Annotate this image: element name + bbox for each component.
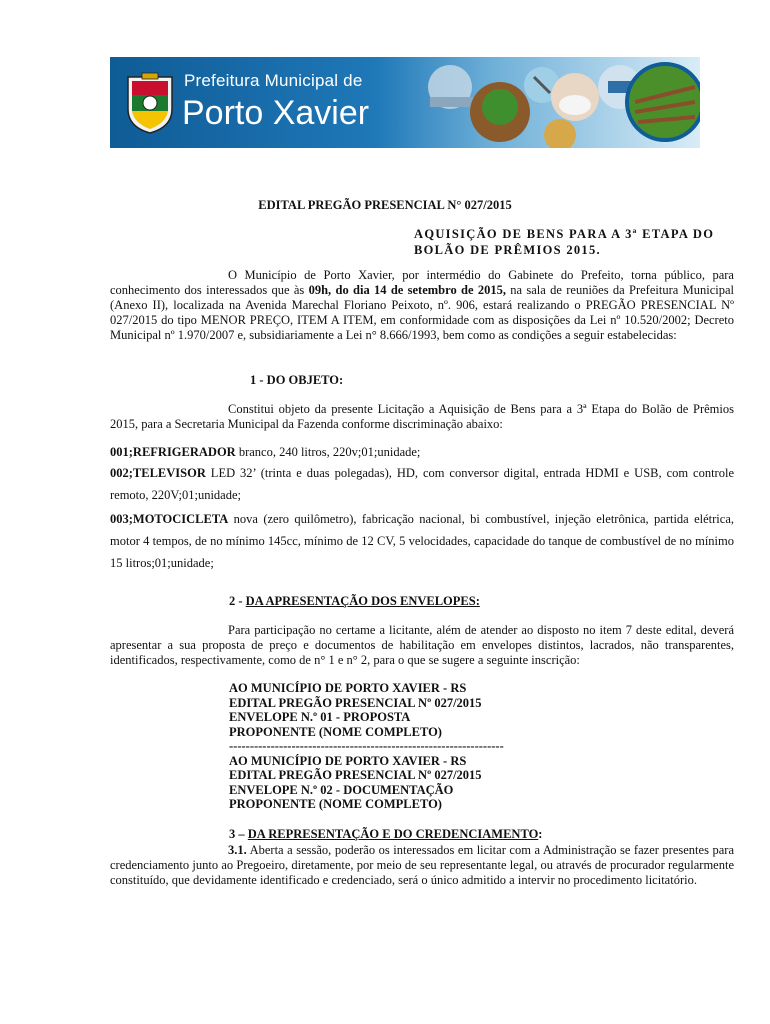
section-3-prefix: 3 –: [229, 827, 248, 841]
section-3-1-text: Aberta a sessão, poderão os interessados em licitar com a Administração se fazer presentes para credenciamento junto ao Pregoeiro, diretamente, por meio de seu representante legal, ou através de procurador regularmente constituído, que devidamente identificado e credenciado, será o único admitido a intervir no procedimento licitatório.: [110, 843, 734, 887]
item-002-code: 002;TELEVISOR: [110, 466, 206, 480]
item-003-desc: nova (zero quilômetro), fabricação nacional, bi combustível, injeção eletrônica, partida elétrica, motor 4 tempos, de no mínimo 145cc, mínimo de 12 CV, 5 velocidades, capacidade do tanque de combustível de no mínimo 15 litros;01;unidade;: [110, 512, 734, 570]
item-002: [110, 462, 734, 506]
envelope-line: PROPONENTE (NOME COMPLETO): [229, 724, 442, 739]
item-001: [110, 441, 734, 463]
item-003: [110, 508, 734, 574]
envelope-inscriptions: [229, 681, 609, 812]
envelope-line: AO MUNICÍPIO DE PORTO XAVIER - RS: [229, 681, 467, 695]
banner-title-small: Prefeitura Municipal de: [184, 71, 363, 90]
section-3-text: [110, 843, 734, 888]
section-2-heading: DA APRESENTAÇÃO DOS ENVELOPES:: [245, 594, 480, 608]
section-1-text: Constitui objeto da presente Licitação a Aquisição de Bens para a 3ª Etapa do Bolão de Prêmios 2015, para a Secretaria Municipal da Fazenda conforme discriminação abaixo:: [110, 402, 734, 431]
subtitle-line-1: AQUISIÇÃO DE BENS PARA A 3ª ETAPA DO: [414, 227, 715, 241]
envelope-line: EDITAL PREGÃO PRESENCIAL Nº 027/2015: [229, 768, 482, 782]
section-2-prefix: 2 -: [229, 594, 246, 608]
section-3-title: [229, 827, 542, 842]
envelope-line: ENVELOPE N.º 02 - DOCUMENTAÇÃO: [229, 782, 454, 797]
envelope-line: PROPONENTE (NOME COMPLETO): [229, 797, 442, 811]
banner-photo-collage: [410, 57, 700, 148]
item-001-desc: branco, 240 litros, 220v;01;unidade;: [235, 445, 421, 459]
section-3-heading: DA REPRESENTAÇÃO E DO CREDENCIAMENTO: [247, 827, 539, 841]
section-2-text: Para participação no certame a licitante, além de atender ao disposto no item 7 deste edital, deverá apresentar a sua proposta de preço e documentos de habilitação em envelopes distintos, lacrados, não transparentes, identificados, respectivamente, como de n° 1 e n° 2, para o que se sugere a seguinte inscrição:: [110, 623, 734, 667]
document-subtitle: [414, 226, 734, 258]
section-3-1-number: 3.1.: [228, 843, 247, 857]
intro-paragraph: [110, 268, 734, 343]
intro-text-before: O Município de Porto Xavier, por intermédio do Gabinete do Prefeito, torna público, para conhecimento dos interessados que às: [110, 268, 734, 297]
envelope-divider: ------------------------------------------------------------------: [229, 739, 504, 753]
envelope-line: ENVELOPE N.º 01 - PROPOSTA: [229, 710, 411, 724]
subtitle-line-2: BOLÃO DE PRÊMIOS 2015.: [414, 243, 601, 257]
document-title: EDITAL PREGÃO PRESENCIAL N° 027/2015: [258, 198, 512, 212]
envelope-line: AO MUNICÍPIO DE PORTO XAVIER - RS: [229, 753, 467, 768]
envelope-line: EDITAL PREGÃO PRESENCIAL Nº 027/2015: [229, 695, 482, 710]
municipal-crest-icon: [124, 71, 176, 135]
section-3-colon: :: [538, 827, 543, 841]
banner-title-big: Porto Xavier: [182, 94, 370, 132]
intro-text-after: na sala de reuniões da Prefeitura Municipal (Anexo II), localizada na Avenida Marechal Floriano Peixoto, nº. 906, estará realizando o PREGÃO PRESENCIAL Nº 027/2015 do tipo MENOR PREÇO, ITEM A ITEM, em conformidade com as disposições da Lei nº 10.520/2002; Decreto Municipal nº 1.970/2007 e, subsidiariamente a Lei n° 8.666/1993, bem como as condições a seguir estabelecidas:: [110, 283, 734, 342]
header-banner: [110, 57, 700, 148]
section-1-title: 1 - DO OBJETO:: [250, 373, 344, 387]
item-001-code: 001;REFRIGERADOR: [110, 445, 236, 459]
intro-date-bold: 09h, do dia 14 de setembro de 2015,: [308, 283, 506, 297]
item-002-desc: LED 32’ (trinta e duas polegadas), HD, com conversor digital, entrada HDMI e USB, com controle remoto, 220V;01;unidade;: [110, 466, 734, 502]
section-2-title: [229, 594, 480, 609]
item-003-code: 003;MOTOCICLETA: [110, 512, 229, 526]
